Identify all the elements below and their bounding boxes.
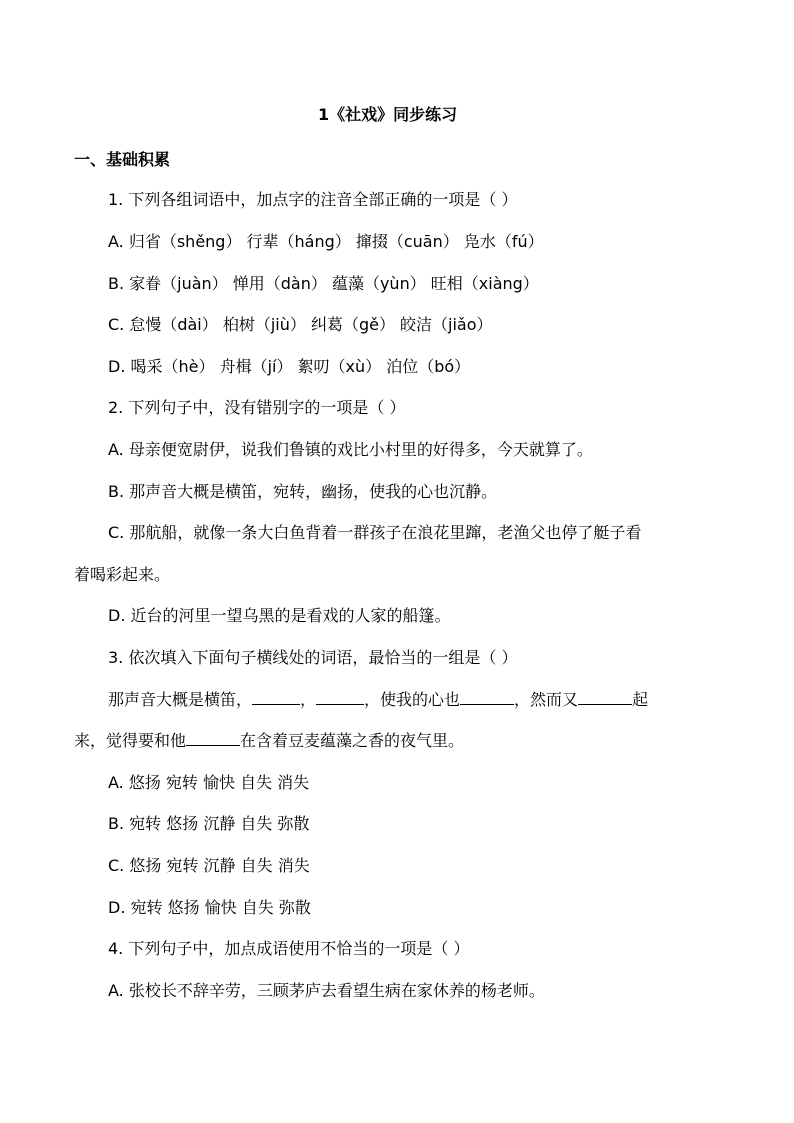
question-2-option-c-line2: 着喝彩起来。 bbox=[74, 565, 171, 584]
page-title: 1《社戏》同步练习 bbox=[318, 105, 458, 124]
answer-blank-2[interactable] bbox=[316, 690, 364, 705]
question-2-option-c-line1: C. 那航船，就像一条大白鱼背着一群孩子在浪花里蹿，老渔父也停了艇子看 bbox=[108, 523, 642, 542]
answer-blank-5[interactable] bbox=[186, 731, 240, 746]
question-1-option-c: C. 怠慢（dài） 桕树（jiù） 纠葛（gě） 皎洁（jiǎo） bbox=[108, 315, 493, 334]
question-2-option-d: D. 近台的河里一望乌黑的是看戏的人家的船篷。 bbox=[108, 606, 451, 625]
sentence-text: 在含着豆麦蕴藻之香的夜气里。 bbox=[240, 731, 465, 750]
question-1-option-b: B. 家眷（juàn） 惮用（dàn） 蕴藻（yùn） 旺相（xiàng） bbox=[108, 274, 539, 293]
question-3-option-a: A. 悠扬 宛转 愉快 自失 消失 bbox=[108, 773, 310, 792]
sentence-text: ， bbox=[300, 690, 317, 709]
question-2-option-b: B. 那声音大概是横笛，宛转，幽扬，使我的心也沉静。 bbox=[108, 482, 498, 501]
question-1-stem: 1. 下列各组词语中，加点字的注音全部正确的一项是（ ） bbox=[108, 190, 518, 209]
question-3-option-c: C. 悠扬 宛转 沉静 自失 消失 bbox=[108, 856, 310, 875]
answer-blank-4[interactable] bbox=[578, 690, 632, 705]
question-4-option-a: A. 张校长不辞辛劳，三顾茅庐去看望生病在家休养的杨老师。 bbox=[108, 981, 545, 1000]
question-3-sentence-line2 bbox=[74, 731, 464, 751]
sentence-text: 来，觉得要和他 bbox=[74, 731, 187, 750]
section-heading: 一、基础积累 bbox=[74, 150, 171, 169]
question-1-option-d: D. 喝采（hè） 舟楫（jí） 絮叨（xù） 泊位（bó） bbox=[108, 357, 471, 376]
question-3-option-d: D. 宛转 悠扬 愉快 自失 弥散 bbox=[108, 898, 311, 917]
sentence-text: 起 bbox=[632, 690, 649, 709]
sentence-text: ，然而又 bbox=[514, 690, 579, 709]
question-2-option-a: A. 母亲便宽尉伊，说我们鲁镇的戏比小村里的好得多，今天就算了。 bbox=[108, 440, 593, 459]
question-4-stem: 4. 下列句子中，加点成语使用不恰当的一项是（ ） bbox=[108, 939, 470, 958]
sentence-text: ，使我的心也 bbox=[364, 690, 461, 709]
question-3-option-b: B. 宛转 悠扬 沉静 自失 弥散 bbox=[108, 814, 310, 833]
sentence-text: 那声音大概是横笛， bbox=[108, 690, 253, 709]
question-3-sentence-line1 bbox=[108, 690, 648, 710]
answer-blank-3[interactable] bbox=[460, 690, 514, 705]
question-1-option-a: A. 归省（shěng） 行辈（háng） 撺掇（cuān） 凫水（fú） bbox=[108, 232, 544, 251]
question-3-stem: 3. 依次填入下面句子横线处的词语，最恰当的一组是（ ） bbox=[108, 648, 518, 667]
answer-blank-1[interactable] bbox=[252, 690, 300, 705]
question-2-stem: 2. 下列句子中，没有错别字的一项是（ ） bbox=[108, 398, 406, 417]
